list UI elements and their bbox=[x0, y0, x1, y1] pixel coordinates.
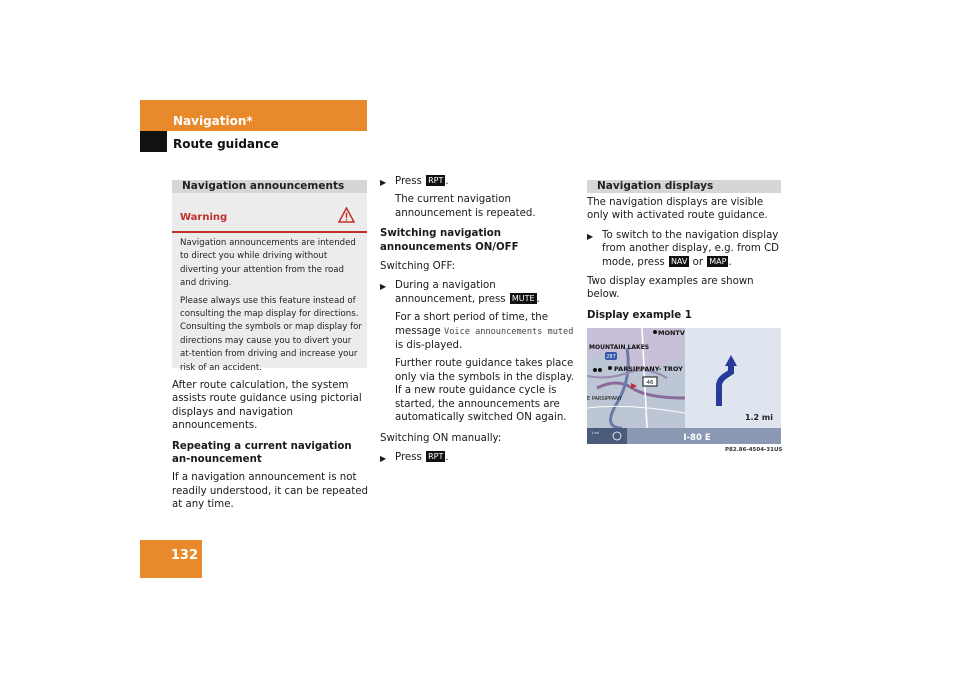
intro-text: After route calculation, the system assists route guidance using pictorial displays and navigation announcements. bbox=[172, 380, 362, 432]
press-text: Press bbox=[395, 176, 422, 187]
two-examples-text: Two display examples are shown below. bbox=[587, 276, 754, 301]
warning-paragraph: Navigation announcements are intended to direct you while driving without diverting your attention from the road and driving. bbox=[180, 238, 356, 289]
example-label: Display example 1 bbox=[587, 309, 692, 321]
warning-triangle-icon bbox=[338, 207, 355, 227]
column-2-body bbox=[380, 175, 576, 464]
section-bar-displays: Navigation displays bbox=[587, 180, 781, 193]
press-text: Press bbox=[395, 451, 422, 463]
interstate-shield-287: 287 bbox=[606, 354, 616, 360]
map-key: MAP bbox=[709, 256, 727, 266]
navigation-display-image bbox=[587, 328, 781, 444]
map-label-montv: MONTV bbox=[658, 329, 685, 337]
repeat-text: If a navigation announcement is not readily understood, it can be repeated at any time. bbox=[172, 472, 368, 511]
or-text: or bbox=[692, 256, 704, 268]
section-bar-announcements: Navigation announcements bbox=[172, 180, 367, 193]
short-pre: For a short period of time, the message bbox=[395, 312, 549, 337]
bullet-arrow-icon: ▶ bbox=[380, 178, 387, 187]
subsection-title: Route guidance bbox=[173, 137, 279, 151]
section-title: Navigation* bbox=[173, 114, 253, 128]
map-scale: 1 mi bbox=[591, 431, 599, 435]
step-switch-display: ▶ To switch to the navigation display from another display, e.g. from CD mode, press NAV or MAP . bbox=[587, 229, 780, 268]
step-press-rpt-on: ▶ Press RPT . bbox=[380, 451, 576, 464]
map-label-e-parsippany: E PARSIPPANY bbox=[587, 396, 622, 402]
map-label-parsippany: PARSIPPANY- TROY bbox=[614, 365, 683, 373]
new-cycle-text: If a new route guidance cycle is started, the announcements are automatically switched ON again. bbox=[395, 385, 567, 424]
warning-paragraph: Please always use this feature instead of consulting the map display for directions. Consulting the symbols or map display for directions may cause you to divert your at-tention from driving and increase your risk of an accident. bbox=[180, 295, 362, 373]
switch-text: To switch to the navigation display from another display, e.g. from CD mode, press bbox=[602, 229, 780, 268]
off-label: Switching OFF: bbox=[380, 261, 456, 273]
bullet-arrow-icon: ▶ bbox=[380, 453, 387, 463]
rpt-key: RPT bbox=[428, 451, 444, 461]
further-text: Further route guidance takes place only via the symbols in the display. bbox=[395, 358, 574, 383]
bullet-arrow-icon: ▶ bbox=[587, 231, 594, 241]
visible-text: The navigation displays are visible only with activated route guidance. bbox=[587, 197, 768, 222]
map-label-mountain-lakes: MOUNTAIN LAKES bbox=[589, 344, 650, 351]
warning-label: Warning bbox=[180, 212, 228, 223]
step-press-rpt: ▶ Press RPT . bbox=[380, 175, 576, 188]
warning-divider bbox=[172, 231, 367, 233]
page-number: 132 bbox=[170, 548, 198, 563]
distance-readout: 1.2 mi bbox=[744, 413, 773, 422]
heading-repeat: Repeating a current navigation an-nouncement bbox=[172, 440, 352, 466]
short-post: is dis-played. bbox=[395, 340, 463, 352]
header-marker bbox=[140, 131, 167, 152]
mute-key: MUTE bbox=[511, 293, 535, 303]
column-1-body bbox=[172, 379, 368, 512]
voice-message: Voice announcements muted bbox=[444, 326, 574, 337]
warning-text bbox=[180, 237, 362, 379]
on-label: Switching ON manually: bbox=[380, 432, 502, 444]
nav-key: NAV bbox=[670, 256, 688, 266]
short-period-text bbox=[380, 311, 576, 352]
heading-switching: Switching navigation announcements ON/OFF bbox=[380, 228, 519, 253]
route-shield-46: 46 bbox=[646, 380, 654, 386]
during-text: During a navigation announcement, press bbox=[395, 280, 506, 305]
rpt-key: RPT bbox=[428, 176, 444, 185]
road-name: I-80 E bbox=[683, 433, 711, 443]
step-mute: ▶ During a navigation announcement, press MUTE . bbox=[380, 280, 540, 305]
column-3-body bbox=[587, 196, 783, 322]
bullet-arrow-icon: ▶ bbox=[380, 282, 387, 292]
repeat-note: The current navigation announcement is repeated. bbox=[395, 194, 536, 219]
figure-caption: P82.86-4504-31US bbox=[725, 447, 783, 453]
